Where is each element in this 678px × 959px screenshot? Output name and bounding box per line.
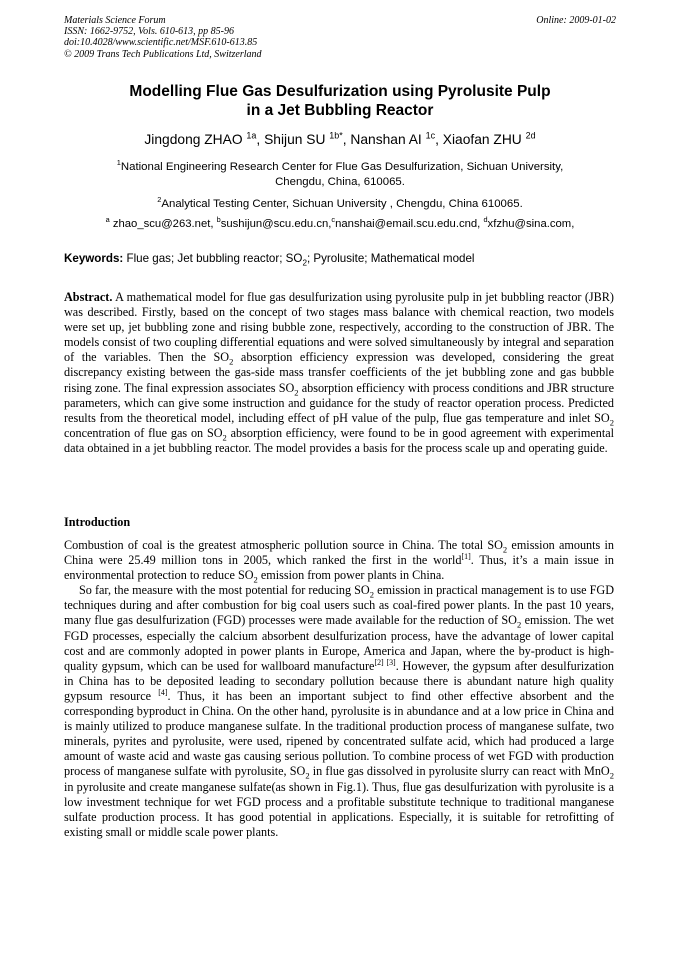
subscript: 2 — [222, 432, 227, 443]
paragraph — [64, 538, 614, 583]
subscript: 2 — [302, 258, 307, 268]
paragraph-text: emission amounts in China were 25.49 million tons in 2005, which ranked the first in the world — [64, 538, 614, 568]
doi-line: doi:10.4028/www.scientific.net/MSF.610-613.85 — [64, 37, 258, 49]
subscript: 2 — [369, 589, 374, 600]
paragraph-text: emission in practical management is to use FGD techniques during and after combustion for big coal users such as coal-fired power plants. In the past 10 years, many flue gas desulfurization (FGD) processes were made available for the reduction of SO — [64, 583, 614, 628]
citation-ref[interactable]: [4] — [158, 687, 168, 697]
paragraph-text: emission. The wet FGD processes, especially the calcium absorbent desulfurization process, have the advantage of lower capital cost and are commonly adopted in power plants in Europe, America and Japan, where the by-product is high-quality gypsum, which can be used for wallboard manufacture — [64, 613, 614, 673]
email-sup: c — [331, 215, 336, 225]
paragraph — [64, 583, 614, 840]
paragraph-text: in pyrolusite and create manganese sulfate(as shown in Fig.1). Thus, flue gas desulfurization with pyrolusite is a low investment technique for wet FGD process and a profitable substitute technique to traditional manganese sulfate production process. It has good potential in applications. Especially, it is suitable for retrofitting of existing small or middle scale power plants. — [64, 779, 614, 839]
citation-ref[interactable]: [1] — [461, 552, 471, 562]
author-name: Nanshan AI — [350, 132, 422, 147]
title-line-2: in a Jet Bubbling Reactor — [246, 102, 434, 119]
paragraph-text: So far, the measure with the most potential for reducing SO — [79, 583, 370, 598]
email-sup: d — [483, 215, 488, 225]
keywords-text: Flue gas; Jet bubbling reactor; SO — [123, 252, 303, 265]
abstract — [64, 290, 614, 456]
issn-line: ISSN: 1662-9752, Vols. 610-613, pp 85-96 — [64, 26, 234, 38]
separator: , — [256, 132, 265, 147]
author-sup: 2d — [525, 130, 536, 141]
subscript: 2 — [609, 417, 614, 428]
affiliation-2 — [64, 197, 616, 212]
subscript: 2 — [305, 770, 310, 781]
abstract-text: absorption efficiency expression was developed, considering the great discrepancy existing between the gas-side mass transfer coefficients of the jet bubbling zone and gas bubble rising zone. The final expression associates SO — [64, 350, 615, 395]
subscript: 2 — [294, 387, 299, 397]
affiliation-sup: 1 — [116, 158, 121, 168]
online-date: Online: 2009-01-02 — [536, 15, 616, 26]
subscript: 2 — [229, 356, 234, 367]
keywords-label: Keywords: — [64, 252, 124, 265]
author-name: Shijun SU — [264, 132, 326, 147]
subscript: 2 — [502, 544, 508, 555]
abstract-text: absorption efficiency, were found to be in good agreement with experimental data obtained in a jet bubbling reactor. The model provides a basis for the process scale up and operating guide. — [64, 425, 615, 455]
keywords — [64, 251, 624, 266]
paper-title — [64, 82, 616, 120]
email-address[interactable]: sushijun@scu.edu.cn, — [220, 218, 332, 230]
author-list — [64, 131, 616, 149]
affiliation-text: Chengdu, China, 610065. — [275, 176, 405, 188]
affiliation-sup: 2 — [157, 195, 162, 205]
author-sup: 1a — [246, 130, 257, 141]
author-sup: 1b* — [329, 130, 343, 141]
email-sup: a — [105, 215, 110, 225]
author-name: Jingdong ZHAO — [144, 132, 243, 147]
affiliation-text: National Engineering Research Center for Flue Gas Desulfurization, Sichuan University, — [120, 161, 564, 173]
email-sup: b — [216, 215, 221, 225]
citation-ref[interactable]: [2] [3] — [374, 657, 396, 667]
subscript: 2 — [609, 770, 615, 781]
abstract-text: A mathematical model for flue gas desulfurization using pyrolusite pulp in jet bubbling reactor (JBR) was described. Firstly, based on the concept of two stages mass balance with chemical reaction, two models were set up, jet bubbling zone and rising bubble zone, respectively, according to the construction of JBR. The models consist of two coupling differential equations and were solved simultaneously by integral and separation of the variables. Then the SO — [64, 290, 614, 365]
subscript: 2 — [516, 619, 522, 630]
introduction-heading: Introduction — [64, 515, 131, 529]
abstract-label: Abstract. — [64, 290, 113, 304]
title-line-1: Modelling Flue Gas Desulfurization using Pyrolusite Pulp — [129, 83, 551, 100]
separator: , — [342, 132, 351, 147]
copyright-line: © 2009 Trans Tech Publications Ltd, Switzerland — [64, 48, 262, 60]
paragraph-text: . However, the gypsum after desulfurization in China has to be deposited leading to secondary pollution because there is abundant nature high quality gypsum resource — [64, 658, 614, 703]
author-sup: 1c — [425, 130, 436, 141]
keywords-text: ; Pyrolusite; Mathematical model — [306, 252, 475, 265]
abstract-text: absorption efficiency with process conditions and JBR structure parameters, which can give some instruction and guidance for the study of reactor operation process. Predicted results from the theoretical model, including effect of pH value of the pulp, flue gas temperature and inlet SO — [64, 380, 615, 425]
email-address[interactable]: nanshai@email.scu.edu.cnd, — [335, 218, 484, 230]
affiliation-text: Analytical Testing Center, Sichuan University , Chengdu, China 610065. — [161, 198, 523, 210]
journal-header — [64, 15, 616, 60]
paragraph-text: emission from power plants in China. — [257, 568, 445, 583]
email-list — [64, 217, 616, 232]
paragraph-text: Combustion of coal is the greatest atmospheric pollution source in China. The total SO — [64, 538, 503, 552]
abstract-text: concentration of flue gas on SO — [64, 425, 223, 440]
affiliation-1 — [64, 160, 616, 190]
subscript: 2 — [253, 574, 258, 585]
email-address[interactable]: zhao_scu@263.net, — [112, 218, 217, 230]
paragraph-text: . Thus, it’s a main issue in environmental protection to reduce SO — [64, 553, 614, 583]
paragraph-text: . Thus, it has been an important subject to find other effective absorbent and the corresponding byproduct in China. On the other hand, pyrolusite is in abundance and at a low price in China and is mainly utilized to produce manganese sulfate. In the traditional production process of manganese sulfate, two minerals, pyrites and pyrolusite, were used, ripened by concentrated sulfate acid, which had produced a large amount of waste acid and waste gas causing serious pollution. To combine process of wet FGD with production process of manganese sulfate with pyrolusite, SO — [64, 688, 615, 779]
paragraph-text: in flue gas dissolved in pyrolusite slurry can react with MnO — [309, 764, 610, 779]
introduction-body — [64, 538, 614, 840]
journal-name: Materials Science Forum — [64, 15, 166, 26]
author-name: Xiaofan ZHU — [442, 132, 522, 147]
separator: , — [435, 132, 443, 147]
email-address[interactable]: xfzhu@sina.com, — [487, 218, 575, 230]
